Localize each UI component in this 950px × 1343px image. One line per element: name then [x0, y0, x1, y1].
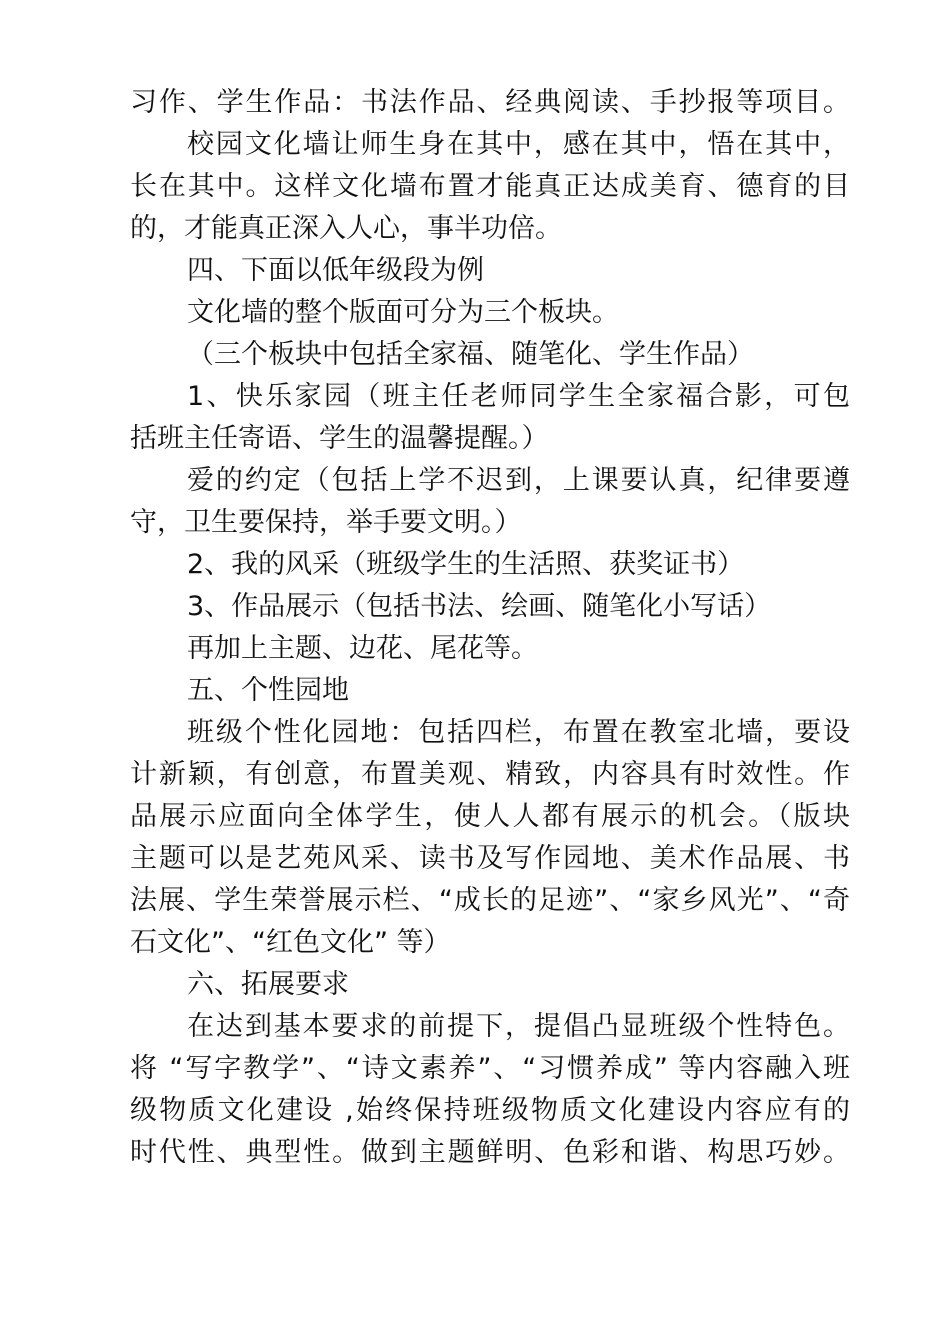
text-line: 法展、学生荣誉展示栏、“成长的足迹”、“家乡风光”、“奇: [130, 885, 850, 916]
text-line: 计新颖，有创意，布置美观、精致，内容具有时效性。作: [130, 759, 850, 790]
text-line: 的，才能真正深入人心，事半功倍。: [130, 213, 562, 244]
text-line: 爱的约定（包括上学不迟到，上课要认真，纪律要遵: [187, 465, 850, 496]
text-line: 时代性、典型性。做到主题鲜明、色彩和谐、构思巧妙。: [130, 1137, 850, 1168]
text-line: 将 “写字教学”、“诗文素养”、“习惯养成” 等内容融入班: [130, 1053, 850, 1084]
document-body: [130, 82, 850, 1174]
text-line: 守，卫生要保持，举手要文明。）: [130, 507, 522, 538]
section-heading: 四、下面以低年级段为例: [187, 255, 484, 286]
text-line: 品展示应面向全体学生，使人人都有展示的机会。（版块: [130, 801, 850, 832]
text-line: 班级个性化园地：包括四栏，布置在教室北墙，要设: [187, 717, 850, 748]
text-line: 石文化”、“红色文化” 等）: [130, 927, 451, 958]
text-line: 2、我的风采（班级学生的生活照、获奖证书）: [187, 549, 745, 580]
text-line: 1、快乐家园（班主任老师同学生全家福合影，可包: [187, 381, 850, 412]
section-heading: 五、个性园地: [187, 675, 349, 706]
text-line: 主题可以是艺苑风采、读书及写作园地、美术作品展、书: [130, 843, 850, 874]
text-line: 校园文化墙让师生身在其中，感在其中，悟在其中，: [187, 129, 850, 160]
text-line: 3、作品展示（包括书法、绘画、随笔化小写话）: [187, 591, 772, 622]
text-line: 括班主任寄语、学生的温馨提醒。）: [130, 423, 549, 454]
text-line: 再加上主题、边花、尾花等。: [187, 633, 538, 664]
text-line: （三个板块中包括全家福、随笔化、学生作品）: [187, 339, 754, 370]
text-line: 级物质文化建设 ,始终保持班级物质文化建设内容应有的: [130, 1095, 850, 1126]
text-line: 文化墙的整个版面可分为三个板块。: [187, 297, 619, 328]
text-line: 长在其中。这样文化墙布置才能真正达成美育、德育的目: [130, 171, 850, 202]
section-heading: 六、拓展要求: [187, 969, 349, 1000]
text-line: 在达到基本要求的前提下，提倡凸显班级个性特色。: [187, 1011, 850, 1042]
text-line: 习作、学生作品：书法作品、经典阅读、手抄报等项目。: [130, 87, 850, 118]
